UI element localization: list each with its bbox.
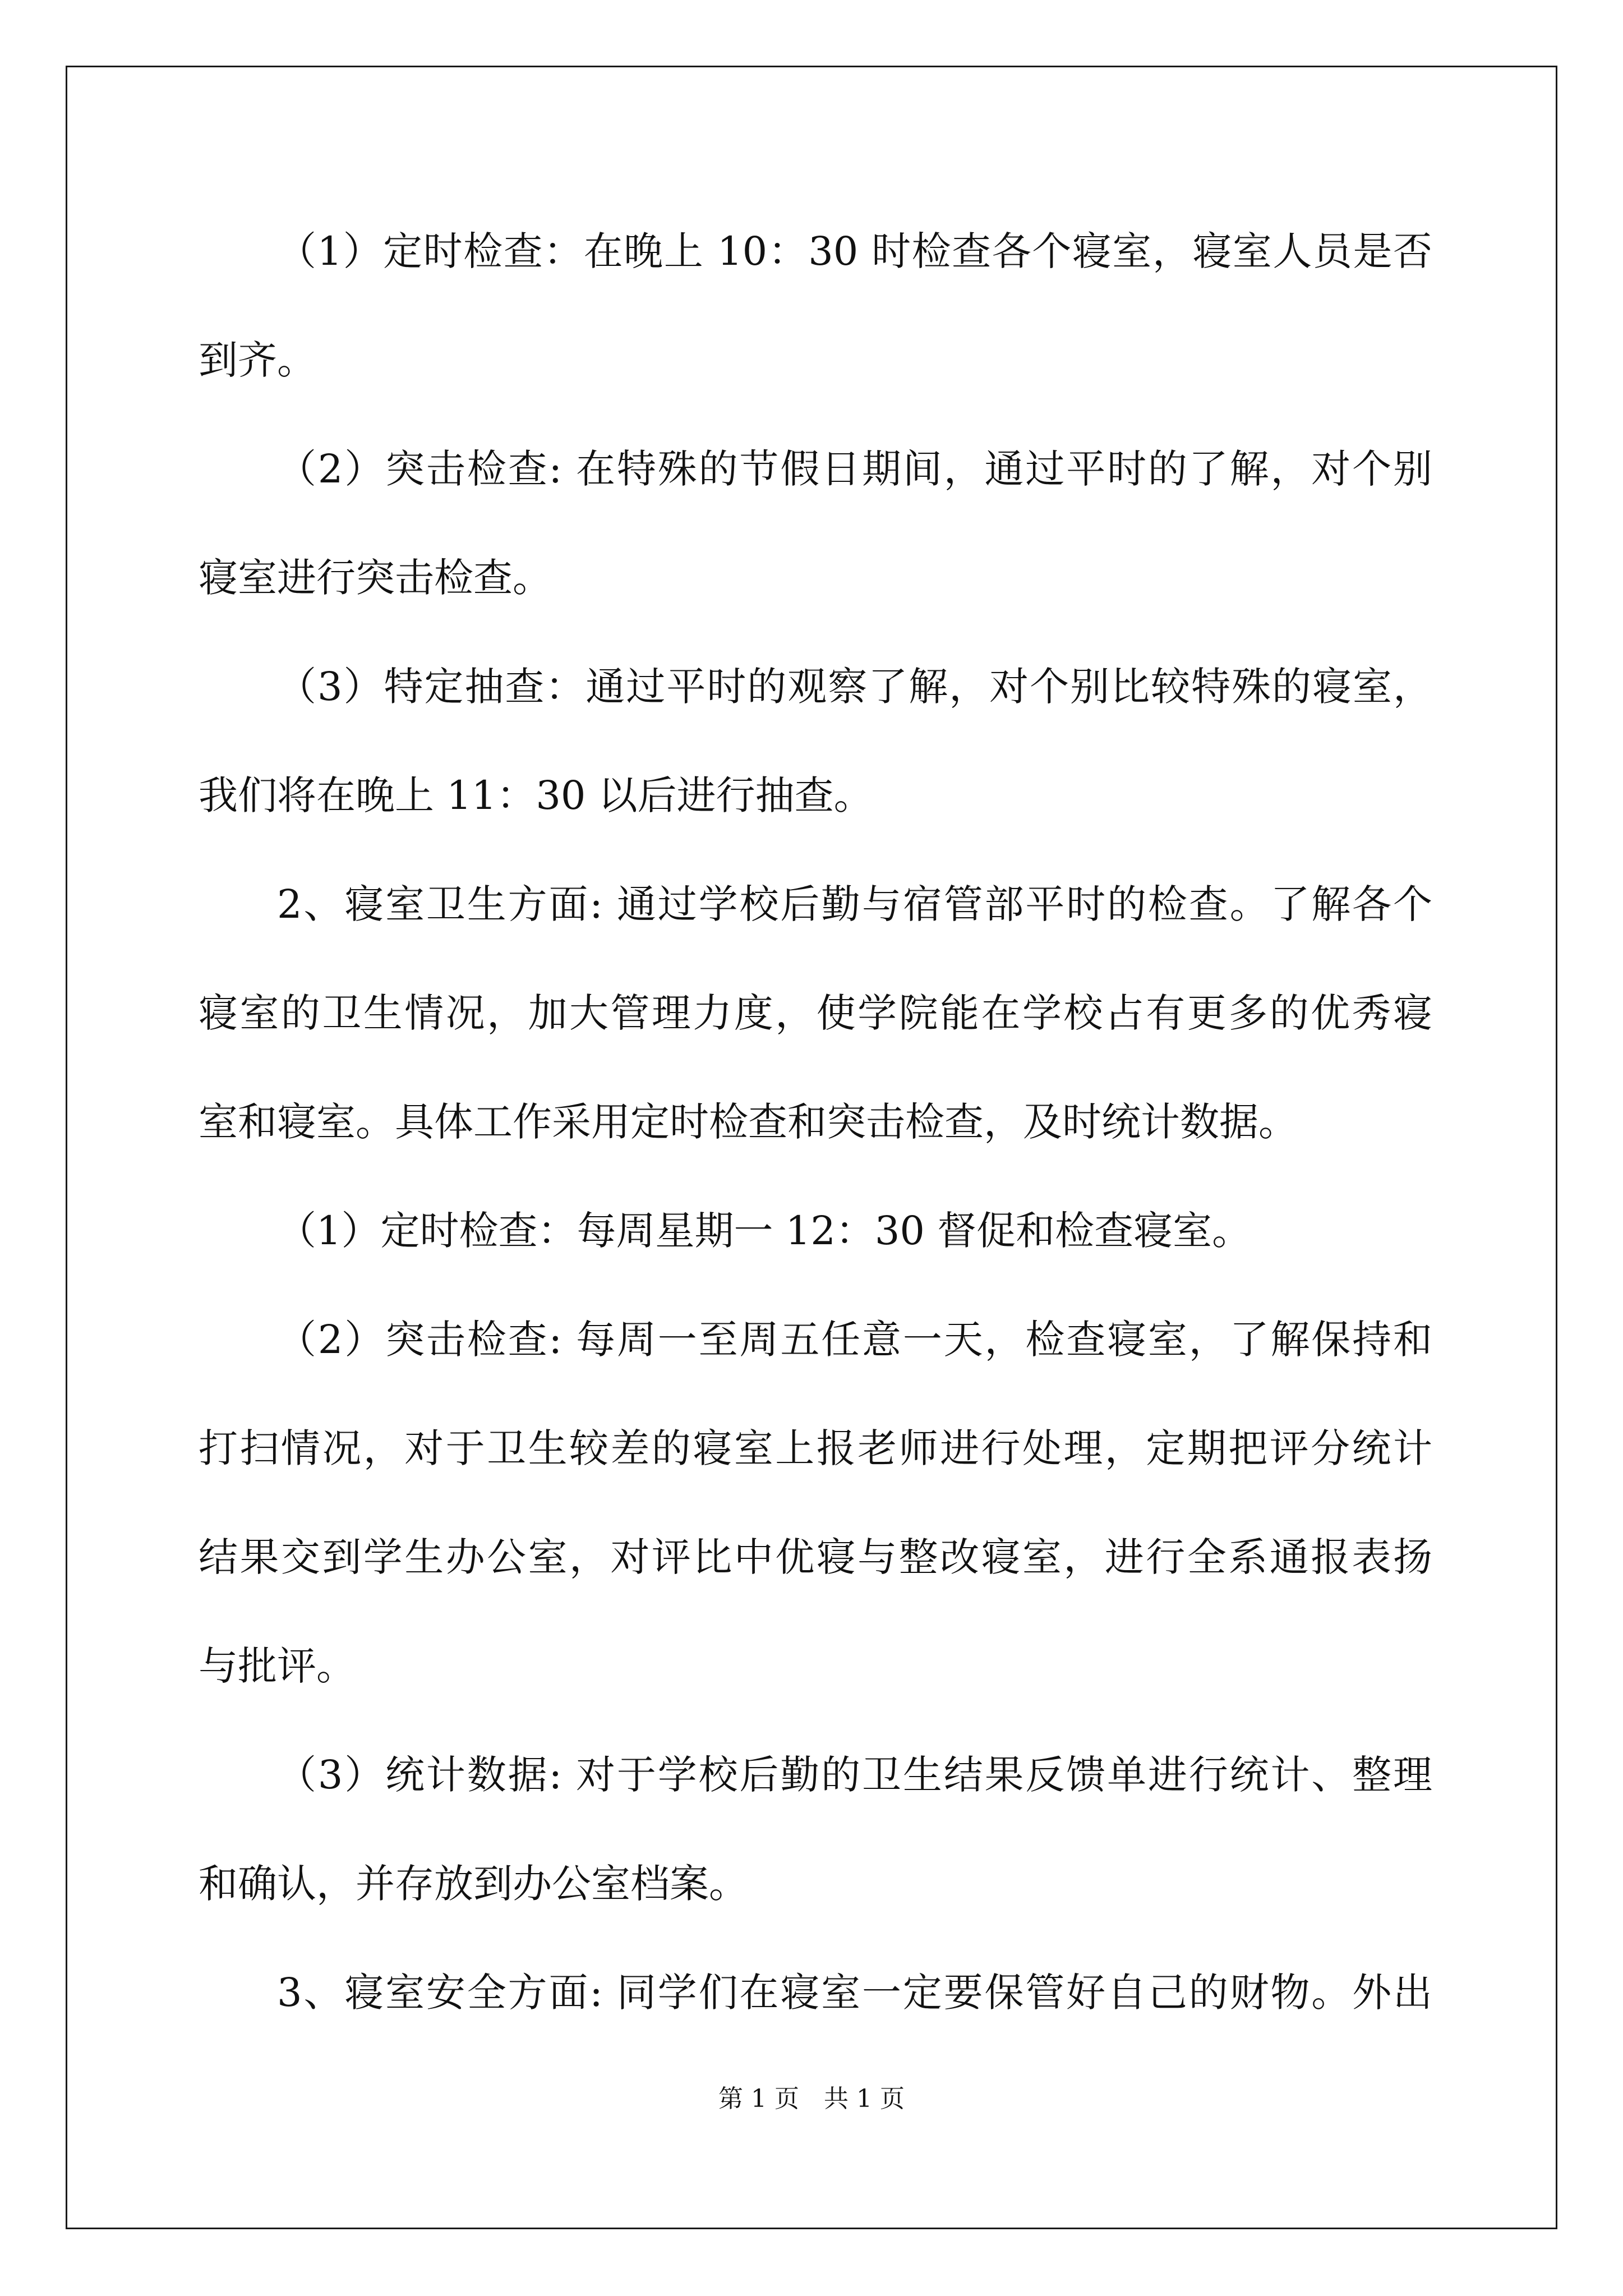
paragraph-line: （1）定时检查：在晚上 10：30 时检查各个寝室，寝室人员是否 [277, 228, 1432, 274]
paragraph-line: 结果交到学生办公室，对评比中优寝与整改寝室，进行全系通报表扬 [199, 1534, 1432, 1580]
paragraph-line: 与批评。 [199, 1643, 356, 1689]
paragraph-line: 和确认，并存放到办公室档案。 [199, 1861, 748, 1907]
page-number-footer: 第 1 页 共 1 页 [718, 2085, 905, 2113]
paragraph-line: 3、寝室安全方面: 同学们在寝室一定要保管好自己的财物。外出 [277, 1970, 1432, 2016]
paragraph-line: 寝室的卫生情况，加大管理力度，使学院能在学校占有更多的优秀寝 [199, 990, 1432, 1036]
paragraph-line: （2）突击检查: 在特殊的节假日期间，通过平时的了解，对个别 [277, 446, 1432, 492]
paragraph-line: 2、寝室卫生方面: 通过学校后勤与宿管部平时的检查。了解各个 [277, 881, 1432, 927]
paragraph-line: （3）特定抽查：通过平时的观察了解，对个别比较特殊的寝室， [277, 664, 1432, 710]
paragraph-line: 室和寝室。具体工作采用定时检查和突击检查，及时统计数据。 [199, 1099, 1298, 1145]
paragraph-line: 寝室进行突击检查。 [199, 555, 552, 601]
paragraph-line: 我们将在晚上 11：30 以后进行抽查。 [199, 772, 873, 818]
paragraph-line: （2）突击检查: 每周一至周五任意一天，检查寝室，了解保持和 [277, 1317, 1432, 1363]
paragraph-line: 到齐。 [199, 337, 316, 383]
paragraph-line: 打扫情况，对于卫生较差的寝室上报老师进行处理，定期把评分统计 [199, 1425, 1432, 1471]
paragraph-line: （1）定时检查：每周星期一 12：30 督促和检查寝室。 [277, 1208, 1252, 1254]
paragraph-line: （3）统计数据: 对于学校后勤的卫生结果反馈单进行统计、整理 [277, 1752, 1432, 1798]
